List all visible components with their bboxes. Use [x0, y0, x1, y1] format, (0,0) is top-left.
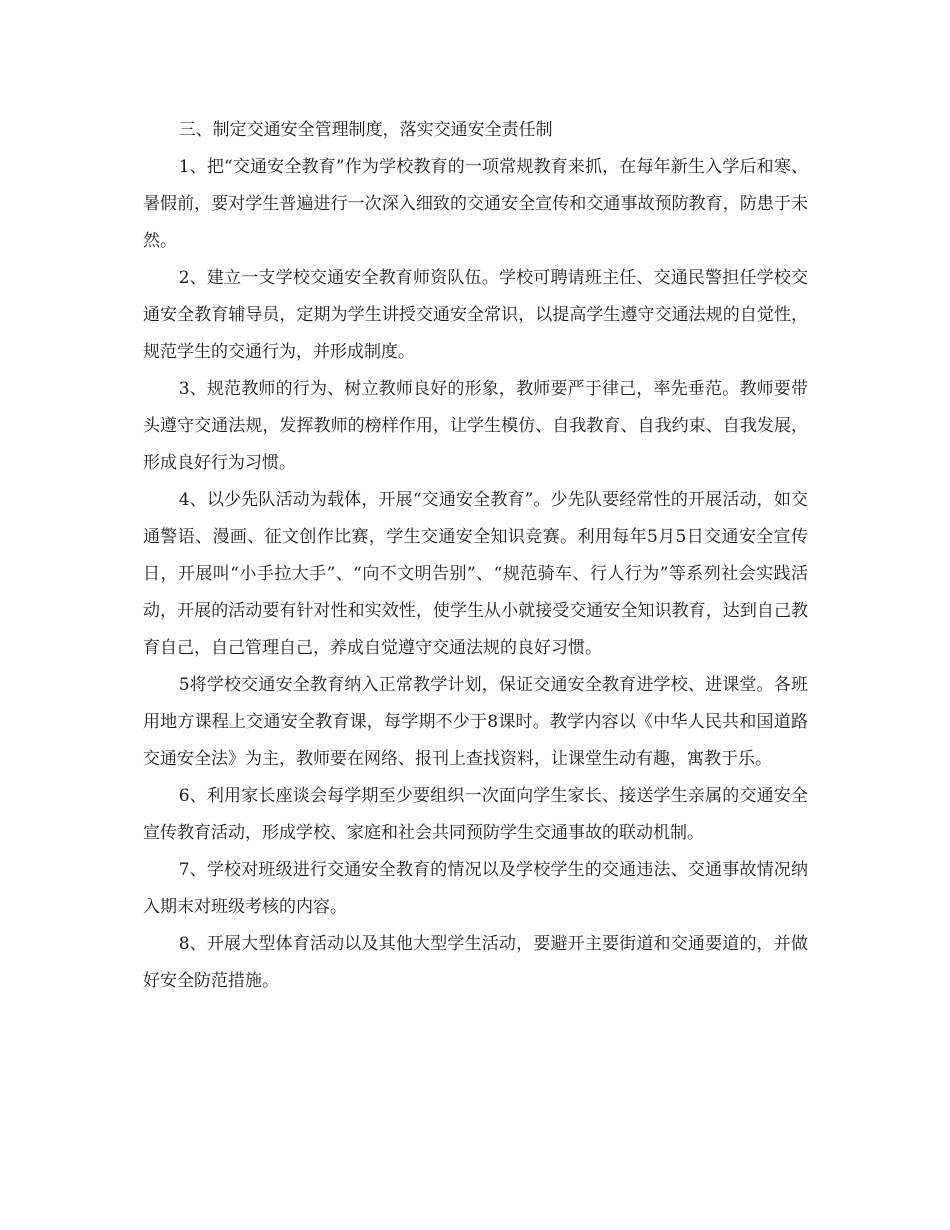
- paragraph-4: 4、以少先队活动为载体，开展“交通安全教育”。少先队要经常性的开展活动，如交通警语、漫画、征文创作比赛，学生交通安全知识竞赛。利用每年5月5日交通安全宣传日，开展叫“小手拉大手”、“向不文明告别”、“规范骑车、行人行为”等系列社会实践活动，开展的活动要有针对性和实效性，使学生从小就接受交通安全知识教育，达到自己教育自己，自己管理自己，养成自觉遵守交通法规的良好习惯。: [143, 490, 808, 658]
- paragraph-3: 3、规范教师的行为、树立教师良好的形象，教师要严于律己，率先垂范。教师要带头遵守交通法规，发挥教师的榜样作用，让学生模仿、自我教育、自我约束、自我发展，形成良好行为习惯。: [143, 379, 808, 473]
- paragraph-5: 5将学校交通安全教育纳入正常教学计划，保证交通安全教育进学校、进课堂。各班用地方课程上交通安全教育课，每学期不少于8课时。教学内容以《中华人民共和国道路交通安全法》为主，教师要在网络、报刊上查找资料，让课堂生动有趣，寓教于乐。: [143, 675, 808, 769]
- paragraph-1: 1、把“交通安全教育”作为学校教育的一项常规教育来抓，在每年新生入学后和寒、暑假前，要对学生普遍进行一次深入细致的交通安全宣传和交通事故预防教育，防患于未然。: [143, 157, 808, 251]
- section-heading: 三、制定交通安全管理制度，落实交通安全责任制: [178, 120, 553, 140]
- paragraph-2: 2、建立一支学校交通安全教育师资队伍。学校可聘请班主任、交通民警担任学校交通安全教育辅导员，定期为学生讲授交通安全常识，以提高学生遵守交通法规的自觉性，规范学生的交通行为，并形成制度。: [143, 268, 808, 362]
- paragraph-6: 6、利用家长座谈会每学期至少要组织一次面向学生家长、接送学生亲属的交通安全宣传教育活动，形成学校、家庭和社会共同预防学生交通事故的联动机制。: [143, 786, 808, 843]
- document-body: [143, 112, 808, 1000]
- paragraph-7: 7、学校对班级进行交通安全教育的情况以及学校学生的交通违法、交通事故情况纳入期末对班级考核的内容。: [143, 860, 808, 917]
- paragraph-8: 8、开展大型体育活动以及其他大型学生活动，要避开主要街道和交通要道的，并做好安全防范措施。: [143, 934, 808, 991]
